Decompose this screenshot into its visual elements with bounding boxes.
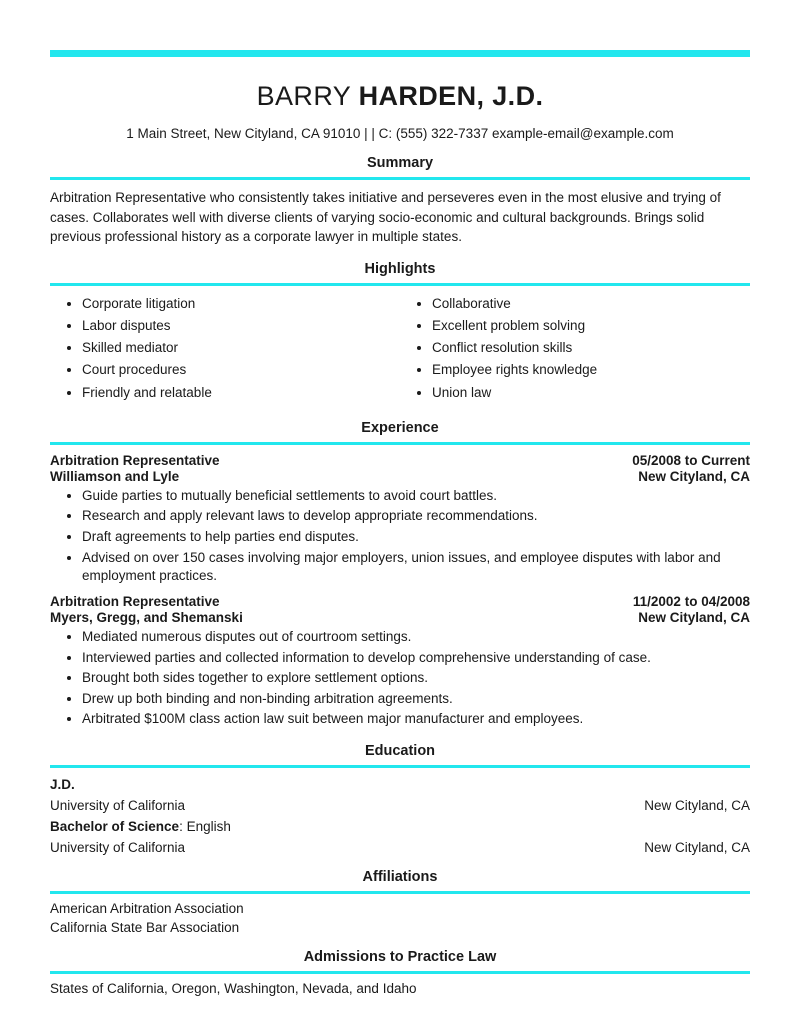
list-item: • Conflict resolution skills	[432, 339, 750, 357]
contact-line: 1 Main Street, New Cityland, CA 91010 | | C: (555) 322-7337 example-email@example.com	[126, 126, 674, 141]
section-title-admissions: Admissions to Practice Law	[303, 949, 497, 966]
list-item: • Arbitrated $100M class action law suit between major manufacturer and employees.	[82, 710, 750, 729]
education-location: New Cityland, CA	[644, 840, 750, 856]
section-summary	[50, 155, 750, 247]
list-item: • Employee rights knowledge	[432, 361, 750, 379]
job-location: New Cityland, CA	[638, 609, 750, 625]
section-experience	[50, 420, 750, 729]
affiliation-item: American Arbitration Association	[50, 901, 244, 917]
job-position: Arbitration Representative	[50, 452, 220, 468]
list-item: • Interviewed parties and collected information to develop comprehensive understanding of case.	[82, 649, 750, 668]
accent-top-bar	[50, 50, 750, 57]
section-title-summary: Summary	[366, 155, 434, 171]
education-location: New Cityland, CA	[644, 798, 750, 814]
section-rule-summary	[50, 177, 750, 180]
admissions-text: States of California, Oregon, Washington, Nevada, and Idaho	[50, 981, 417, 997]
education-degree	[50, 777, 75, 792]
job-duties	[50, 628, 750, 729]
list-item: • Guide parties to mutually beneficial settlements to avoid court battles.	[82, 487, 750, 506]
section-admissions	[50, 949, 750, 996]
list-item: • Friendly and relatable	[82, 384, 400, 402]
job-subheader	[50, 469, 750, 484]
list-item: • Excellent problem solving	[432, 317, 750, 335]
section-rule-admissions	[50, 971, 750, 974]
list-item: • Court procedures	[82, 361, 400, 379]
education-school: University of California	[50, 798, 186, 814]
list-item: • Collaborative	[432, 295, 750, 313]
list-item: • Mediated numerous disputes out of courtroom settings.	[82, 628, 750, 647]
job-header	[50, 594, 750, 609]
job-duties	[50, 487, 750, 586]
education-degree-name: J.D.	[50, 777, 75, 793]
experience-entry	[50, 453, 750, 586]
education-school-row	[50, 840, 750, 855]
candidate-first-name: BARRY	[256, 81, 359, 111]
highlights-column-left	[50, 295, 400, 406]
section-title-education: Education	[364, 743, 436, 760]
section-rule-highlights	[50, 283, 750, 286]
section-rule-experience	[50, 442, 750, 445]
list-item: • Brought both sides together to explore settlement options.	[82, 669, 750, 688]
list-item: • Drew up both binding and non-binding arbitration agreements.	[82, 690, 750, 709]
education-degree	[50, 819, 231, 834]
highlights-columns	[50, 295, 750, 406]
list-item: • Corporate litigation	[82, 295, 400, 313]
list-item: • Labor disputes	[82, 317, 400, 335]
section-title-experience: Experience	[361, 419, 439, 436]
job-header	[50, 453, 750, 468]
job-company: Myers, Gregg, and Shemanski	[50, 609, 243, 625]
section-affiliations	[50, 869, 750, 935]
list-item: • Advised on over 150 cases involving major employers, union issues, and employee disputes with labor and employment practices.	[82, 549, 750, 586]
education-school-row	[50, 798, 750, 813]
section-title-highlights: Highlights	[364, 260, 436, 277]
list-item: • Skilled mediator	[82, 339, 400, 357]
job-dates: 11/2002 to 04/2008	[632, 593, 750, 609]
summary-text: Arbitration Representative who consistently takes initiative and perseveres even in the most elusive and trying of cases. Collaborates well with diverse clients of varying socio-economic and cultural backgrounds. Brings solid previous professional history as a corporate lawyer in multiple states.	[50, 190, 721, 245]
candidate-last-name: HARDEN, J.D.	[358, 81, 544, 111]
job-subheader	[50, 610, 750, 625]
education-degree-name: Bachelor of Science	[50, 819, 180, 835]
section-education	[50, 743, 750, 855]
list-item: • Research and apply relevant laws to develop appropriate recommendations.	[82, 507, 750, 526]
job-company: Williamson and Lyle	[50, 468, 180, 484]
section-highlights	[50, 261, 750, 406]
job-location: New Cityland, CA	[638, 468, 750, 484]
list-item: • Union law	[432, 384, 750, 402]
job-dates: 05/2008 to Current	[632, 452, 750, 468]
highlights-column-right	[400, 295, 750, 406]
education-degree-row	[50, 819, 750, 834]
affiliation-item: California State Bar Association	[50, 920, 240, 936]
job-position: Arbitration Representative	[50, 593, 220, 609]
education-degree-field: : English	[179, 819, 231, 835]
section-rule-affiliations	[50, 891, 750, 894]
education-degree-row	[50, 777, 750, 792]
candidate-name	[50, 81, 750, 112]
list-item: • Draft agreements to help parties end disputes.	[82, 528, 750, 547]
section-rule-education	[50, 765, 750, 768]
resume-sheet	[50, 50, 750, 996]
section-title-affiliations: Affiliations	[362, 869, 438, 886]
education-school: University of California	[50, 840, 186, 856]
experience-entry	[50, 594, 750, 729]
